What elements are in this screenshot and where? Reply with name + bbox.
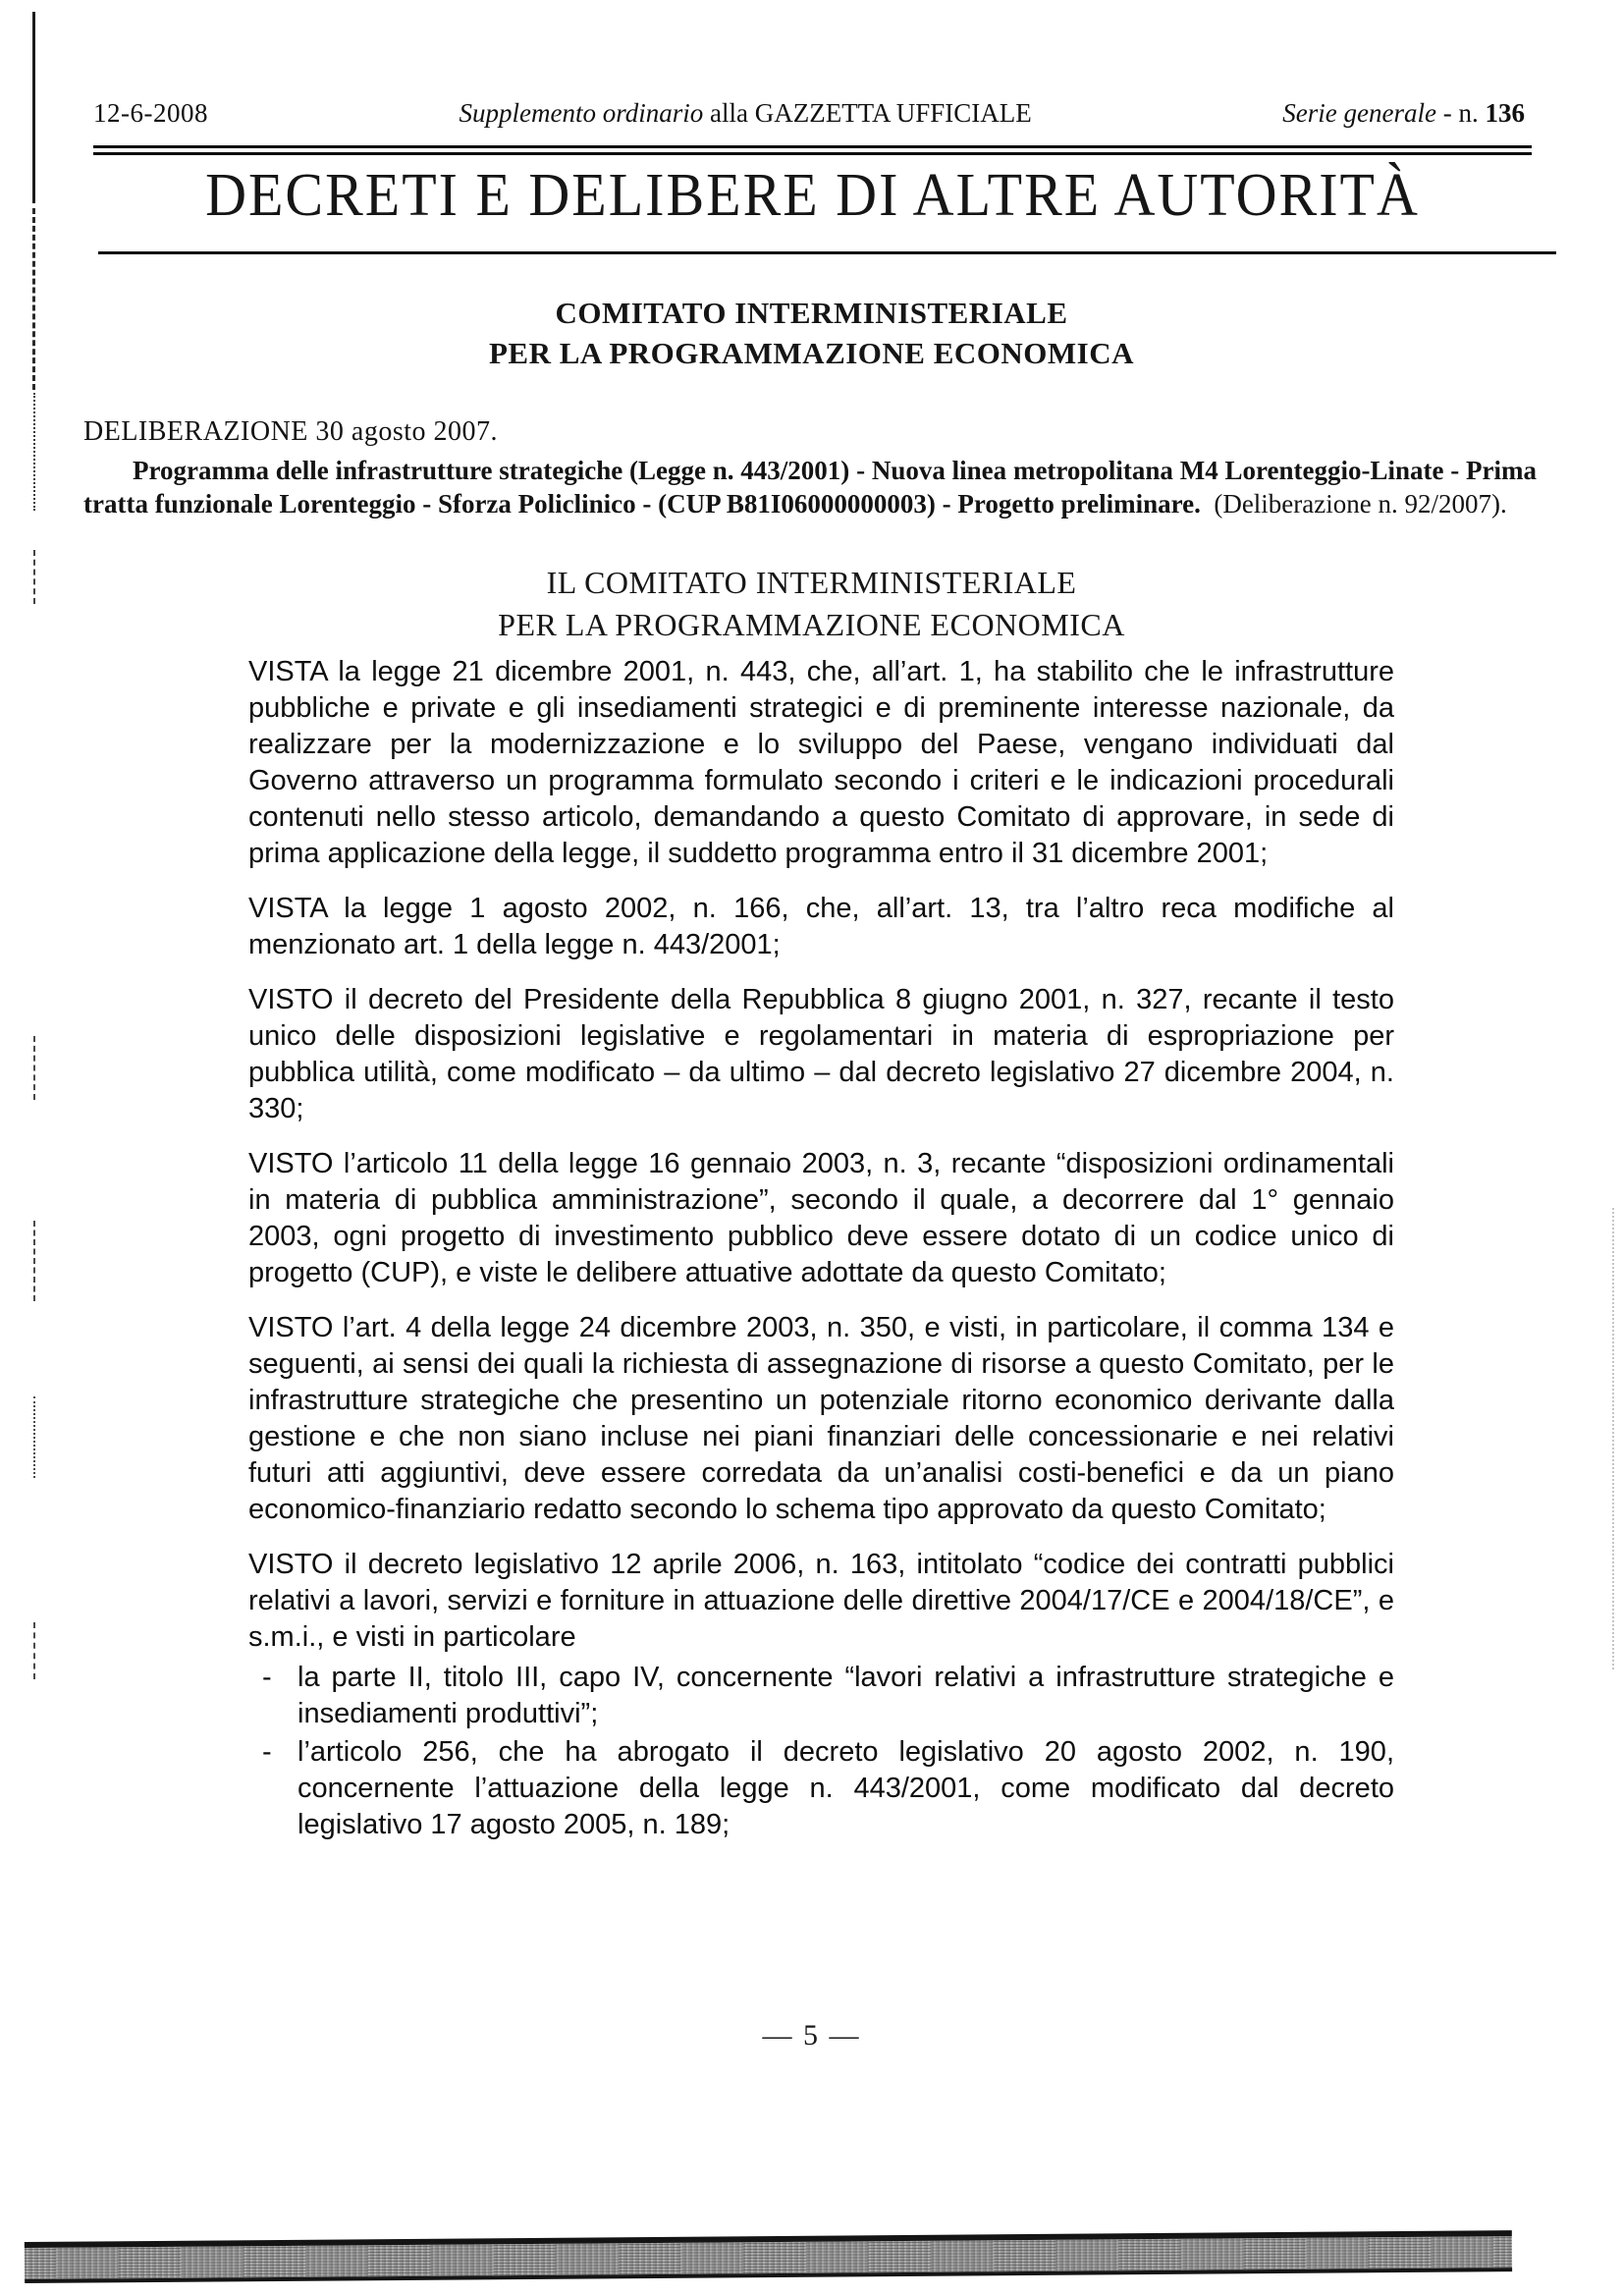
list-item-dash: - <box>262 1736 272 1768</box>
paragraph-vista-443-rest: che, all’art. 1, ha stabilito che le infrastrutture pubbliche e private e gli insediamenti strategici e di preminente interesse nazionale, da realizzare per la modernizzazione e lo sviluppo del Paese, vengano individuati dal Governo attraverso un programma formulato secondo i criteri e le indicazioni procedurali contenuti nello stesso articolo, demandando a questo Comitato di approvare, in sede di prima applicazione della legge, il suddetto programma entro il 31 dicembre 2001; <box>248 656 1394 869</box>
page-header <box>93 98 1525 136</box>
list-item-text: la parte II, titolo III, capo IV, concernente “lavori relativi a infrastrutture strategiche e insediamenti produttivi”; <box>298 1662 1394 1729</box>
header-publication <box>459 98 1031 129</box>
paragraph-vista-443 <box>248 654 1394 872</box>
summary-bold-text: Programma delle infrastrutture strategiche (Legge n. 443/2001) - Nuova linea metropolitana M4 Lorenteggio-Linate - Prima tratta funzionale Lorenteggio - Sforza Policlinico - (CUP B81I06000000003) - Progetto preliminare. <box>83 456 1537 519</box>
paragraph-visto-legge-3: VISTO l’articolo 11 della legge 16 gennaio 2003, n. 3, recante “disposizioni ordinamentali in materia di pubblica amministrazione”, secondo il quale, a decorrere dal 1° gennaio 2003, ogni progetto di investimento pubblico deve essere dotato di un codice unico di progetto (CUP), e viste le delibere attuative adottate da questo Comitato; <box>248 1148 1394 1288</box>
list-item <box>248 1734 1394 1843</box>
body-heading-line1: IL COMITATO INTERMINISTERIALE <box>546 565 1077 600</box>
highlighted-text: VISTA la legge 21 dicembre 2001, n. 443, <box>248 656 796 687</box>
committee-heading <box>0 293 1623 373</box>
body-text-column <box>248 654 1394 1845</box>
scan-artifact-bottom-band <box>25 2230 1512 2283</box>
deliberation-date-line: DELIBERAZIONE 30 agosto 2007. <box>83 416 499 447</box>
header-date: 12-6-2008 <box>93 98 208 128</box>
page-number: — 5 — <box>762 2019 861 2051</box>
scan-artifact-left-line <box>33 1036 35 1100</box>
scan-artifact-left-line <box>32 12 35 203</box>
header-alla: alla <box>703 98 755 128</box>
header-series-sep: - n. <box>1435 98 1486 128</box>
summary-regular-text <box>1201 489 1215 519</box>
body-heading <box>0 562 1623 646</box>
list-item-text: l’articolo 256, che ha abrogato il decreto legislativo 20 agosto 2002, n. 190, concernente l’attuazione della legge n. 443/2001, come modificato dal decreto legislativo 17 agosto 2005, n. 189; <box>298 1736 1394 1840</box>
header-issue-number: 136 <box>1485 98 1525 128</box>
paragraph-vista-166: VISTA la legge 1 agosto 2002, n. 166, che, all’art. 13, tra l’altro reca modifiche al menzionato art. 1 della legge n. 443/2001; <box>248 893 1394 960</box>
paragraph-visto-dpr-327: VISTO il decreto del Presidente della Repubblica 8 giugno 2001, n. 327, recante il testo unico delle disposizioni legislative e regolamentari in materia di espropriazione per pubblica utilità, come modificato – da ultimo – dal decreto legislativo 27 dicembre 2004, n. 330; <box>248 984 1394 1124</box>
section-title: DECRETI E DELIBERE DI ALTRE AUTORITÀ <box>205 160 1420 230</box>
title-rule <box>98 251 1556 254</box>
body-heading-line2: PER LA PROGRAMMAZIONE ECONOMICA <box>498 607 1125 642</box>
header-double-rule <box>93 145 1532 155</box>
scan-artifact-right-speckle <box>1612 1208 1614 1669</box>
scan-artifact-left-line <box>33 1396 35 1478</box>
committee-heading-line2: PER LA PROGRAMMAZIONE ECONOMICA <box>488 336 1135 370</box>
header-gazette-name: GAZZETTA UFFICIALE <box>754 98 1032 128</box>
list-item <box>248 1660 1394 1732</box>
header-series <box>1282 98 1525 129</box>
scan-artifact-left-line <box>33 1221 35 1301</box>
header-series-label: Serie generale <box>1282 98 1436 128</box>
deliberation-summary <box>83 454 1537 520</box>
summary-deliberation-ref: (Deliberazione n. 92/2007). <box>1214 489 1507 519</box>
scan-artifact-left-line <box>33 393 35 511</box>
scan-artifact-left-line <box>33 1622 35 1679</box>
committee-heading-line1: COMITATO INTERMINISTERIALE <box>555 296 1068 330</box>
paragraph-visto-legge-350: VISTO l’art. 4 della legge 24 dicembre 2003, n. 350, e visti, in particolare, il comma 134 e seguenti, ai sensi dei quali la richiesta di assegnazione di risorse a questo Comitato, per le infrastrutture strategiche che presentino un potenziale ritorno economico derivante dalla gestione e che non siano incluse nei piani finanziari delle concessionarie e nei relativi futuri atti aggiuntivi, deve essere corredata da un’analisi costi-benefici e da un piano economico-finanziario redatto secondo lo schema tipo approvato da questo Comitato; <box>248 1312 1394 1525</box>
list-item-dash: - <box>262 1662 272 1693</box>
paragraph-visto-dlgs-163: VISTO il decreto legislativo 12 aprile 2006, n. 163, intitolato “codice dei contratti pubblici relativi a lavori, servizi e forniture in attuazione delle direttive 2004/17/CE e 2004/18/CE”, e s.m.i., e visti in particolare <box>248 1549 1394 1653</box>
header-supplement-label: Supplemento ordinario <box>459 98 704 128</box>
